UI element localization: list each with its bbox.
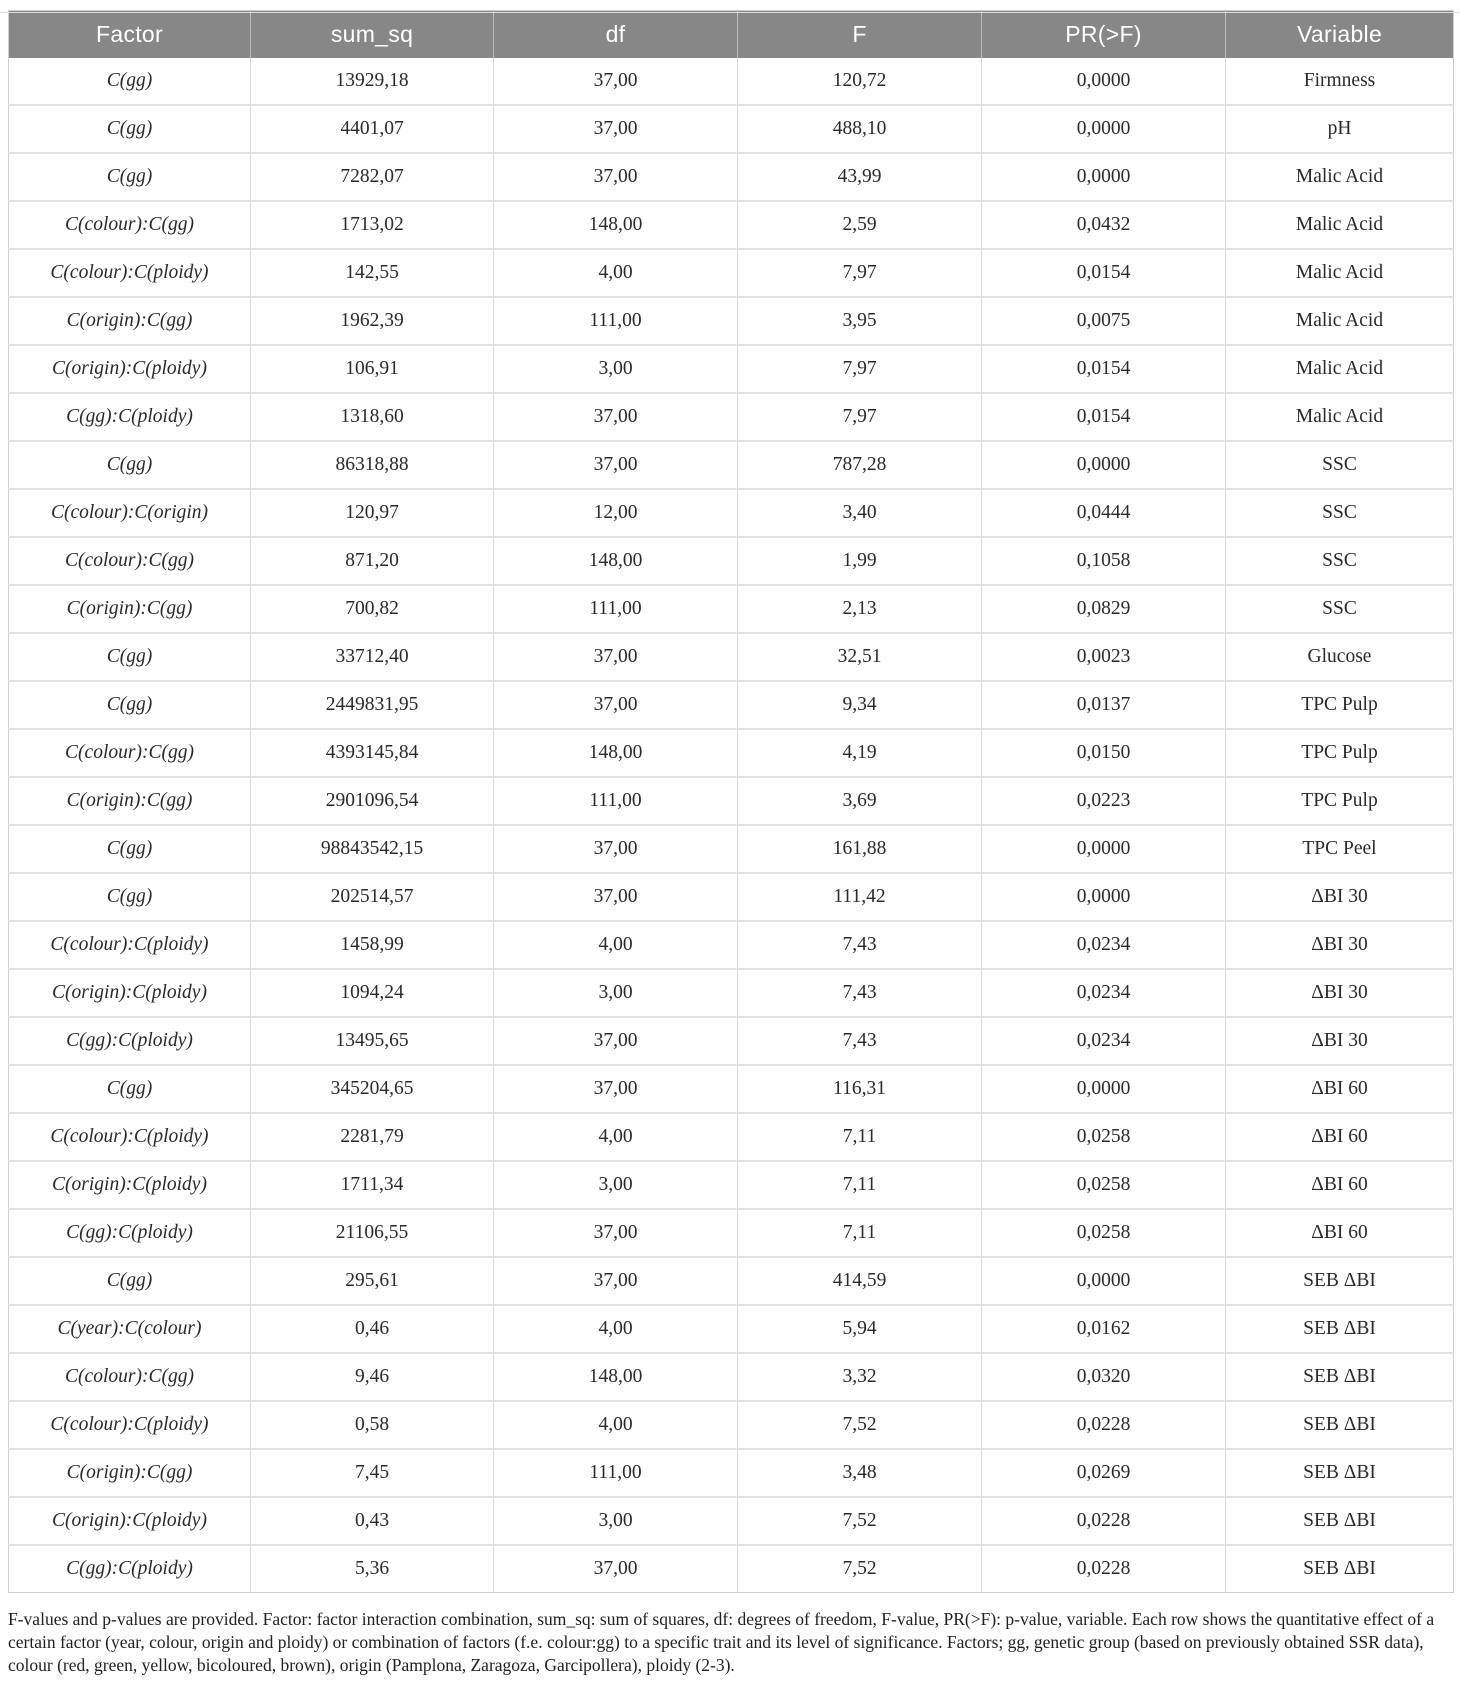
- cell-sum-sq: 9,46: [251, 1353, 494, 1401]
- cell-pr: 0,0269: [982, 1449, 1226, 1497]
- column-header-df: df: [494, 11, 738, 59]
- cell-f: 116,31: [738, 1065, 982, 1113]
- table-row: [9, 537, 1454, 585]
- table-row: [9, 441, 1454, 489]
- cell-pr: 0,0234: [982, 921, 1226, 969]
- cell-factor: C(origin):C(gg): [9, 585, 251, 633]
- table-row: [9, 729, 1454, 777]
- cell-sum-sq: 1713,02: [251, 201, 494, 249]
- cell-factor: C(origin):C(ploidy): [9, 969, 251, 1017]
- cell-pr: 0,0150: [982, 729, 1226, 777]
- cell-sum-sq: 2901096,54: [251, 777, 494, 825]
- table-row: [9, 249, 1454, 297]
- cell-factor: C(year):C(colour): [9, 1305, 251, 1353]
- cell-variable: Glucose: [1226, 633, 1454, 681]
- figure-top-divider: [0, 12, 1460, 13]
- cell-factor: C(gg):C(ploidy): [9, 393, 251, 441]
- table-row: [9, 1257, 1454, 1305]
- cell-factor: C(gg): [9, 825, 251, 873]
- cell-sum-sq: 202514,57: [251, 873, 494, 921]
- cell-pr: 0,0023: [982, 633, 1226, 681]
- cell-f: 7,11: [738, 1161, 982, 1209]
- cell-variable: ΔBI 60: [1226, 1209, 1454, 1257]
- cell-factor: C(gg): [9, 1065, 251, 1113]
- cell-f: 3,40: [738, 489, 982, 537]
- table-row: [9, 825, 1454, 873]
- cell-f: 5,94: [738, 1305, 982, 1353]
- cell-sum-sq: 0,46: [251, 1305, 494, 1353]
- table-row: [9, 585, 1454, 633]
- cell-df: 37,00: [494, 58, 738, 105]
- cell-factor: C(gg): [9, 105, 251, 153]
- cell-variable: SSC: [1226, 585, 1454, 633]
- cell-df: 37,00: [494, 825, 738, 873]
- cell-variable: SSC: [1226, 441, 1454, 489]
- cell-f: 3,69: [738, 777, 982, 825]
- table-row: [9, 1353, 1454, 1401]
- cell-f: 43,99: [738, 153, 982, 201]
- cell-df: 4,00: [494, 921, 738, 969]
- cell-factor: C(gg): [9, 873, 251, 921]
- table-body: [9, 58, 1454, 1593]
- cell-sum-sq: 142,55: [251, 249, 494, 297]
- cell-f: 4,19: [738, 729, 982, 777]
- cell-pr: 0,0000: [982, 441, 1226, 489]
- cell-variable: Malic Acid: [1226, 249, 1454, 297]
- cell-df: 37,00: [494, 1065, 738, 1113]
- cell-variable: Malic Acid: [1226, 345, 1454, 393]
- cell-sum-sq: 7282,07: [251, 153, 494, 201]
- table-row: [9, 297, 1454, 345]
- cell-factor: C(origin):C(ploidy): [9, 1161, 251, 1209]
- cell-f: 3,48: [738, 1449, 982, 1497]
- cell-variable: SEB ΔBI: [1226, 1449, 1454, 1497]
- cell-variable: ΔBI 30: [1226, 969, 1454, 1017]
- column-header-sum-sq: sum_sq: [251, 11, 494, 59]
- cell-pr: 0,0258: [982, 1113, 1226, 1161]
- table-row: [9, 1449, 1454, 1497]
- cell-variable: Malic Acid: [1226, 153, 1454, 201]
- cell-f: 787,28: [738, 441, 982, 489]
- cell-sum-sq: 33712,40: [251, 633, 494, 681]
- cell-f: 1,99: [738, 537, 982, 585]
- cell-pr: 0,0154: [982, 393, 1226, 441]
- cell-sum-sq: 13929,18: [251, 58, 494, 105]
- cell-df: 4,00: [494, 1401, 738, 1449]
- cell-df: 37,00: [494, 105, 738, 153]
- cell-sum-sq: 13495,65: [251, 1017, 494, 1065]
- cell-f: 7,97: [738, 345, 982, 393]
- table-footnote: F-values and p-values are provided. Factor: factor interaction combination, sum_sq: sum of squares, df: degrees of freedom, F-value, PR(>F): p-value, variable. Each row shows the quantitative effect of a certain factor (year, colour, origin and ploidy) or combination of factors (f.e. colour:gg) to a specific trait and its level of significance. Factors; gg, genetic group (based on previously obtained SSR data), colour (red, green, yellow, bicoloured, brown), origin (Pamplona, Zaragoza, Garcipollera), ploidy (2-3).: [8, 1609, 1435, 1676]
- table-row: [9, 1113, 1454, 1161]
- cell-variable: Malic Acid: [1226, 393, 1454, 441]
- cell-f: 7,11: [738, 1113, 982, 1161]
- cell-f: 7,97: [738, 393, 982, 441]
- cell-sum-sq: 0,43: [251, 1497, 494, 1545]
- cell-pr: 0,0234: [982, 969, 1226, 1017]
- cell-df: 4,00: [494, 1305, 738, 1353]
- cell-sum-sq: 1711,34: [251, 1161, 494, 1209]
- table-header: [9, 11, 1454, 59]
- cell-variable: SEB ΔBI: [1226, 1401, 1454, 1449]
- table-row: [9, 58, 1454, 105]
- table-row: [9, 153, 1454, 201]
- cell-sum-sq: 5,36: [251, 1545, 494, 1593]
- cell-factor: C(colour):C(gg): [9, 729, 251, 777]
- cell-factor: C(colour):C(ploidy): [9, 1401, 251, 1449]
- cell-variable: Firmness: [1303, 70, 1376, 91]
- cell-f: 2,59: [738, 201, 982, 249]
- cell-pr: 0,0000: [982, 105, 1226, 153]
- cell-df: 148,00: [494, 537, 738, 585]
- cell-df: 37,00: [494, 1209, 738, 1257]
- table-row: [9, 873, 1454, 921]
- cell-variable: TPC Pulp: [1226, 681, 1454, 729]
- cell-pr: 0,1058: [982, 537, 1226, 585]
- cell-f: 3,95: [738, 297, 982, 345]
- cell-sum-sq: 1458,99: [251, 921, 494, 969]
- cell-df: 148,00: [494, 201, 738, 249]
- cell-sum-sq: 4393145,84: [251, 729, 494, 777]
- cell-pr: 0,0320: [982, 1353, 1226, 1401]
- cell-variable: Malic Acid: [1226, 201, 1454, 249]
- cell-f: 7,97: [738, 249, 982, 297]
- cell-pr: 0,0829: [982, 585, 1226, 633]
- cell-sum-sq: 345204,65: [251, 1065, 494, 1113]
- cell-df: 37,00: [494, 681, 738, 729]
- cell-df: 4,00: [494, 249, 738, 297]
- cell-sum-sq: 1962,39: [251, 297, 494, 345]
- cell-df: 3,00: [494, 1161, 738, 1209]
- cell-variable: ΔBI 60: [1226, 1113, 1454, 1161]
- cell-sum-sq: 2281,79: [251, 1113, 494, 1161]
- cell-sum-sq: 21106,55: [251, 1209, 494, 1257]
- cell-f: 7,43: [738, 969, 982, 1017]
- cell-df: 37,00: [494, 393, 738, 441]
- cell-pr: 0,0234: [982, 1017, 1226, 1065]
- cell-pr: 0,0154: [982, 249, 1226, 297]
- cell-factor: C(colour):C(origin): [9, 489, 251, 537]
- table-row: [9, 1545, 1454, 1593]
- cell-sum-sq: 1094,24: [251, 969, 494, 1017]
- cell-f: 120,72: [738, 58, 982, 105]
- table-row: [9, 489, 1454, 537]
- table-row: [9, 633, 1454, 681]
- table-row: [9, 1161, 1454, 1209]
- table-row: [9, 1497, 1454, 1545]
- cell-factor: C(colour):C(ploidy): [9, 1113, 251, 1161]
- cell-df: 148,00: [494, 729, 738, 777]
- cell-factor: C(gg):C(ploidy): [9, 1017, 251, 1065]
- cell-sum-sq: 106,91: [251, 345, 494, 393]
- cell-pr: 0,0228: [982, 1545, 1226, 1593]
- table-row: [9, 1017, 1454, 1065]
- cell-pr: 0,0075: [982, 297, 1226, 345]
- cell-factor: C(origin):C(gg): [9, 1449, 251, 1497]
- cell-factor: C(gg): [9, 633, 251, 681]
- cell-f: 7,52: [738, 1497, 982, 1545]
- cell-pr: 0,0444: [982, 489, 1226, 537]
- cell-pr: 0,0000: [982, 825, 1226, 873]
- table-row: [9, 777, 1454, 825]
- cell-variable: Malic Acid: [1226, 297, 1454, 345]
- cell-factor: C(origin):C(ploidy): [9, 345, 251, 393]
- cell-factor: C(gg): [9, 441, 251, 489]
- cell-f: 161,88: [738, 825, 982, 873]
- cell-f: 488,10: [738, 105, 982, 153]
- cell-variable: ΔBI 60: [1226, 1065, 1454, 1113]
- cell-f: 3,32: [738, 1353, 982, 1401]
- cell-variable: SEB ΔBI: [1226, 1257, 1454, 1305]
- cell-sum-sq: 86318,88: [251, 441, 494, 489]
- cell-sum-sq: 1318,60: [251, 393, 494, 441]
- cell-df: 111,00: [494, 1449, 738, 1497]
- cell-df: 4,00: [494, 1113, 738, 1161]
- cell-df: 37,00: [494, 1257, 738, 1305]
- table-row: [9, 1065, 1454, 1113]
- cell-pr: 0,0154: [982, 345, 1226, 393]
- table-row: [9, 393, 1454, 441]
- cell-factor: C(gg): [9, 681, 251, 729]
- cell-f: 9,34: [738, 681, 982, 729]
- table-row: [9, 681, 1454, 729]
- cell-f: 2,13: [738, 585, 982, 633]
- header-row: [9, 11, 1454, 59]
- cell-pr: 0,0000: [982, 1065, 1226, 1113]
- cell-f: 7,43: [738, 1017, 982, 1065]
- cell-df: 111,00: [494, 585, 738, 633]
- cell-pr: 0,0162: [982, 1305, 1226, 1353]
- cell-df: 37,00: [494, 633, 738, 681]
- cell-factor: C(gg): [9, 58, 251, 105]
- cell-sum-sq: 871,20: [251, 537, 494, 585]
- cell-df: 37,00: [494, 1017, 738, 1065]
- table-row: [9, 345, 1454, 393]
- cell-f: 414,59: [738, 1257, 982, 1305]
- cell-variable: TPC Pulp: [1226, 729, 1454, 777]
- cell-df: 3,00: [494, 345, 738, 393]
- cell-f: 111,42: [738, 873, 982, 921]
- cell-variable: SSC: [1226, 537, 1454, 585]
- column-header-factor: Factor: [9, 11, 251, 59]
- cell-df: 111,00: [494, 777, 738, 825]
- cell-pr: 0,0000: [982, 58, 1226, 105]
- cell-pr: 0,0258: [982, 1161, 1226, 1209]
- cell-variable: SEB ΔBI: [1226, 1497, 1454, 1545]
- cell-factor: C(gg):C(ploidy): [9, 1209, 251, 1257]
- cell-f: 7,52: [738, 1545, 982, 1593]
- cell-pr: 0,0000: [982, 153, 1226, 201]
- column-header-f: F: [738, 11, 982, 59]
- cell-pr: 0,0137: [982, 681, 1226, 729]
- cell-sum-sq: 120,97: [251, 489, 494, 537]
- column-header-pr: PR(>F): [982, 11, 1226, 59]
- cell-pr: 0,0432: [982, 201, 1226, 249]
- cell-f: 7,52: [738, 1401, 982, 1449]
- cell-variable: TPC Pulp: [1226, 777, 1454, 825]
- cell-variable: ΔBI 30: [1226, 873, 1454, 921]
- cell-variable: pH: [1226, 105, 1454, 153]
- anova-results-table: [8, 10, 1454, 1593]
- cell-df: 3,00: [494, 1497, 738, 1545]
- cell-f: 7,43: [738, 921, 982, 969]
- cell-factor: C(origin):C(gg): [9, 297, 251, 345]
- cell-df: 12,00: [494, 489, 738, 537]
- cell-sum-sq: 98843542,15: [251, 825, 494, 873]
- cell-variable: SSC: [1226, 489, 1454, 537]
- cell-pr: 0,0000: [982, 873, 1226, 921]
- cell-factor: C(gg):C(ploidy): [9, 1545, 251, 1593]
- cell-df: 111,00: [494, 297, 738, 345]
- cell-sum-sq: 700,82: [251, 585, 494, 633]
- cell-f: 7,11: [738, 1209, 982, 1257]
- table-row: [9, 105, 1454, 153]
- table-row: [9, 1305, 1454, 1353]
- cell-sum-sq: 2449831,95: [251, 681, 494, 729]
- cell-factor: C(gg): [9, 1257, 251, 1305]
- cell-variable: SEB ΔBI: [1226, 1545, 1454, 1593]
- cell-factor: C(colour):C(ploidy): [9, 249, 251, 297]
- cell-variable: ΔBI 30: [1226, 921, 1454, 969]
- cell-sum-sq: 4401,07: [251, 105, 494, 153]
- cell-sum-sq: 7,45: [251, 1449, 494, 1497]
- cell-factor: C(colour):C(ploidy): [9, 921, 251, 969]
- cell-pr: 0,0228: [982, 1401, 1226, 1449]
- cell-pr: 0,0258: [982, 1209, 1226, 1257]
- cell-variable: SEB ΔBI: [1226, 1353, 1454, 1401]
- cell-factor: C(origin):C(ploidy): [9, 1497, 251, 1545]
- table-row: [9, 201, 1454, 249]
- cell-factor: C(colour):C(gg): [9, 537, 251, 585]
- table-row: [9, 1209, 1454, 1257]
- table-row: [9, 1401, 1454, 1449]
- cell-f: 32,51: [738, 633, 982, 681]
- column-header-variable: Variable: [1226, 11, 1454, 59]
- cell-factor: C(gg): [9, 153, 251, 201]
- cell-factor: C(colour):C(gg): [9, 1353, 251, 1401]
- cell-df: 148,00: [494, 1353, 738, 1401]
- cell-variable: ΔBI 60: [1226, 1161, 1454, 1209]
- cell-df: 37,00: [494, 1545, 738, 1593]
- cell-variable: SEB ΔBI: [1226, 1305, 1454, 1353]
- stats-table-container: [8, 10, 1453, 1593]
- cell-variable: ΔBI 30: [1226, 1017, 1454, 1065]
- cell-sum-sq: 295,61: [251, 1257, 494, 1305]
- cell-sum-sq: 0,58: [251, 1401, 494, 1449]
- cell-pr: 0,0228: [982, 1497, 1226, 1545]
- cell-factor: C(colour):C(gg): [9, 201, 251, 249]
- cell-df: 37,00: [494, 441, 738, 489]
- cell-pr: 0,0000: [982, 1257, 1226, 1305]
- cell-df: 37,00: [494, 873, 738, 921]
- cell-factor: C(origin):C(gg): [9, 777, 251, 825]
- table-row: [9, 969, 1454, 1017]
- cell-variable: TPC Peel: [1226, 825, 1454, 873]
- cell-df: 3,00: [494, 969, 738, 1017]
- table-row: [9, 921, 1454, 969]
- cell-df: 37,00: [494, 153, 738, 201]
- cell-pr: 0,0223: [982, 777, 1226, 825]
